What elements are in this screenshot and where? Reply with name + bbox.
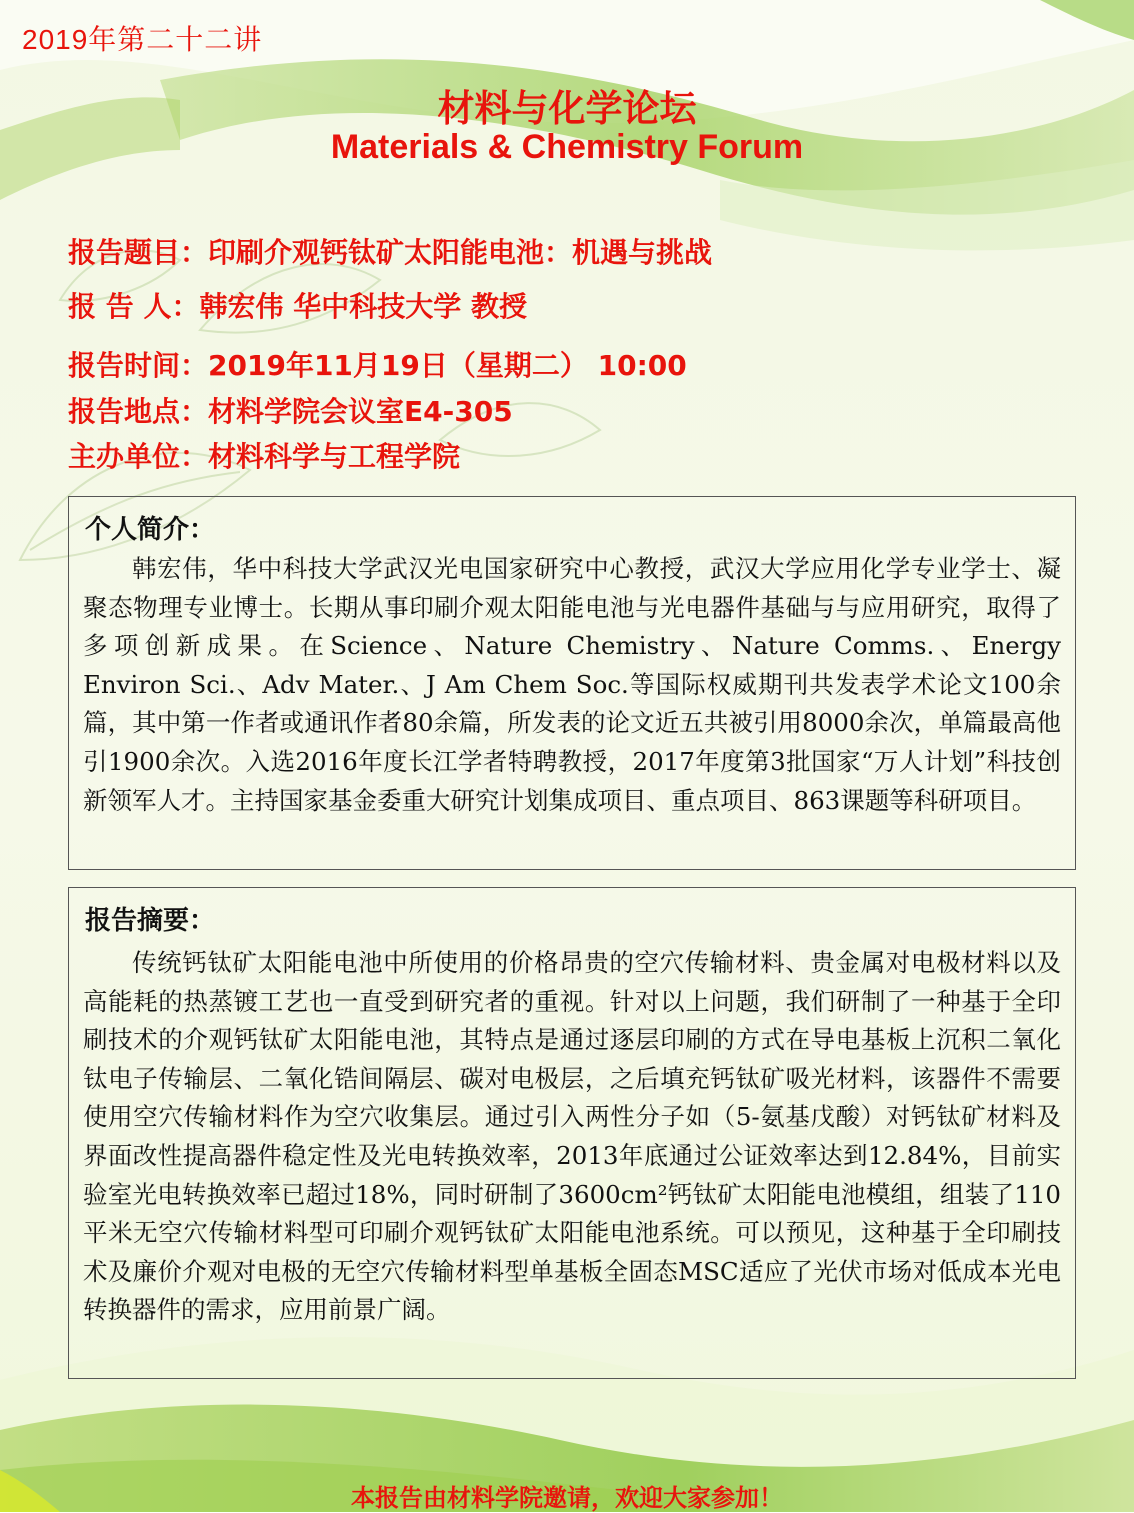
info-row-organizer (68, 435, 460, 475)
info-label: 报告地点： (68, 395, 209, 428)
bio-box (68, 496, 1076, 870)
info-row-speaker (68, 285, 527, 325)
forum-title-chinese: 材料与化学论坛 (437, 87, 697, 130)
info-row-time (68, 344, 687, 384)
info-value: 韩宏伟 华中科技大学 教授 (199, 290, 527, 323)
info-label: 报告时间： (68, 349, 209, 382)
info-row-topic (68, 231, 712, 271)
invitation-footer: 本报告由材料学院邀请，欢迎大家参加！ (351, 1484, 783, 1512)
info-value: 印刷介观钙钛矿太阳能电池：机遇与挑战 (208, 236, 713, 269)
info-value: 材料学院会议室E4-305 (208, 395, 513, 428)
abstract-box (68, 887, 1076, 1379)
abstract-heading: 报告摘要： (85, 906, 216, 936)
abstract-text: 传统钙钛矿太阳能电池中所使用的价格昂贵的空穴传输材料、贵金属对电极材料以及高能耗的热蒸镀工艺也一直受到研究者的重视。针对以上问题，我们研制了一种基于全印刷技术的介观钙钛矿太阳能电池，其特点是通过逐层印刷的方式在导电基板上沉积二氧化钛电子传输层、二氧化锆间隔层、碳对电极层，之后填充钙钛矿吸光材料，该器件不需要使用空穴传输材料作为空穴收集层。通过引入两性分子如（5-氨基戊酸）对钙钛矿材料及界面改性提高器件稳定性及光电转换效率，2013年底通过公证效率达到12.84%，目前实验室光电转换效率已超过18%，同时研制了3600cm²钙钛矿太阳能电池模组，组装了110平米无空穴传输材料型可印刷介观钙钛矿太阳能电池系统。可以预见，这种基于全印刷技术及廉价介观对电极的无空穴传输材料型单基板全固态MSC适应了光伏市场对低成本光电转换器件的需求，应用前景广阔。 (83, 948, 1061, 1325)
bio-heading: 个人简介： (85, 515, 216, 545)
forum-title-english: Materials & Chemistry Forum (330, 128, 804, 166)
info-label: 报告题目： (68, 236, 209, 269)
bio-text: 韩宏伟，华中科技大学武汉光电国家研究中心教授，武汉大学应用化学专业学士、凝聚态物理专业博士。长期从事印刷介观太阳能电池与光电器件基础与与应用研究，取得了多项创新成果。在Science、Nature Chemistry、Nature Comms.、Energy Environ Sci.、Adv Mater.、J Am Chem Soc.等国际权威期刊共发表学术论文100余篇，其中第一作者或通讯作者80余篇，所发表的论文近五共被引用8000余次，单篇最高他引1900余次。入选2016年度长江学者特聘教授，2017年度第3批国家“万人计划”科技创新领军人才。主持国家基金委重大研究计划集成项目、重点项目、863课题等科研项目。 (83, 554, 1061, 815)
info-value: 材料科学与工程学院 (208, 440, 461, 473)
info-label: 报 告 人： (68, 290, 200, 323)
info-value: 2019年11月19日（星期二） 10:00 (208, 349, 687, 382)
info-row-location (68, 390, 513, 430)
lecture-series-number: 2019年第二十二讲 (22, 24, 263, 55)
info-label: 主办单位： (68, 440, 209, 473)
